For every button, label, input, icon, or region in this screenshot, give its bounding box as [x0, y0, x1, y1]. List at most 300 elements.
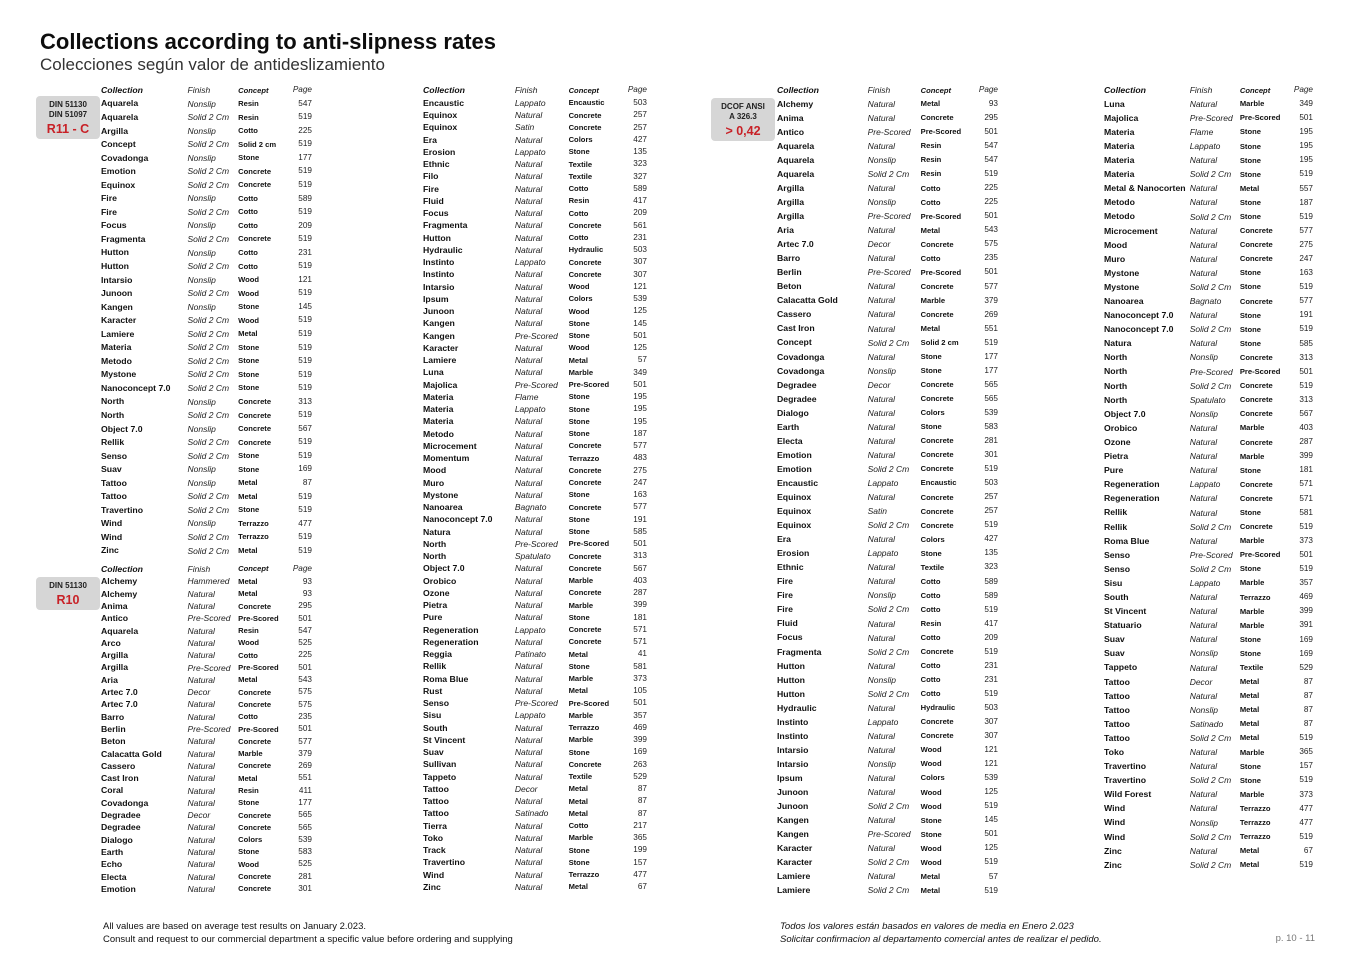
finish-cell: Solid 2 Cm [187, 545, 230, 556]
table-row [101, 531, 312, 545]
page-cell: 581 [633, 661, 647, 671]
table-row [423, 281, 647, 293]
page-cell: 379 [298, 748, 312, 758]
page-cell: 93 [988, 98, 998, 108]
concept-cell: Terrazzo [568, 453, 600, 463]
table-row [423, 501, 647, 513]
table-row [1104, 435, 1313, 449]
table-row [423, 220, 647, 232]
concept-cell: Pre-Scored [238, 663, 279, 673]
finish-cell: Lappato [514, 710, 546, 721]
collection-cell: Covadonga [101, 797, 149, 808]
page-cell: 87 [1303, 704, 1313, 714]
concept-cell: Resin [920, 141, 942, 151]
concept-cell: Resin [920, 155, 942, 165]
page-cell: 169 [298, 464, 312, 474]
collection-cell: Microcement [423, 440, 477, 451]
collection-cell: Berlin [101, 723, 126, 734]
concept-cell: Stone [568, 331, 590, 341]
finish-cell: Natural [867, 773, 896, 784]
table-row [777, 687, 998, 701]
page-cell: 135 [633, 147, 647, 157]
finish-cell: Solid 2 Cm [867, 688, 910, 699]
column-header-page: Page [292, 563, 312, 573]
finish-cell: Natural [187, 674, 215, 685]
finish-cell: Pre-Scored [514, 330, 558, 341]
finish-cell: Natural [187, 760, 215, 771]
table-row [1104, 407, 1313, 421]
finish-cell: Solid 2 Cm [867, 801, 910, 812]
finish-cell: Natural [514, 342, 543, 353]
page-cell: 565 [298, 822, 312, 832]
concept-cell: Terrazzo [568, 723, 600, 733]
collection-cell: Fire [423, 183, 439, 194]
table-row [101, 205, 312, 219]
page-cell: 181 [1299, 465, 1313, 475]
page-cell: 525 [298, 638, 312, 648]
table-row [777, 406, 998, 420]
page-cell: 191 [633, 514, 647, 524]
table-row [101, 871, 312, 883]
finish-cell: Solid 2 Cm [187, 179, 230, 190]
concept-cell: Stone [568, 318, 590, 328]
collection-cell: Fragmenta [423, 220, 468, 231]
concept-cell: Stone [568, 416, 590, 426]
table-row [1104, 210, 1313, 224]
table-header [101, 563, 312, 576]
finish-cell: Solid 2 Cm [187, 450, 230, 461]
table-row [1104, 224, 1313, 238]
concept-cell: Concrete [1239, 493, 1273, 503]
table-row [101, 612, 312, 624]
collection-cell: Ethnic [423, 159, 450, 170]
collection-cell: Regeneration [1104, 479, 1160, 490]
concept-cell: Concrete [238, 884, 272, 894]
table-row [1104, 618, 1313, 632]
table-row [1104, 196, 1313, 210]
collection-cell: Aquarela [777, 168, 815, 179]
table-row [777, 223, 998, 237]
collection-cell: Rust [423, 685, 443, 696]
collection-cell: Argilla [101, 125, 129, 136]
table-row [777, 532, 998, 546]
collection-cell: Karacter [777, 857, 813, 868]
page-cell: 547 [984, 155, 998, 165]
finish-cell: Pre-Scored [514, 538, 558, 549]
page-cell: 93 [302, 588, 312, 598]
finish-cell: Solid 2 Cm [1189, 380, 1232, 391]
rating-value: > 0,42 [725, 124, 761, 138]
concept-cell: Stone [568, 661, 590, 671]
collection-cell: Rellik [101, 437, 125, 448]
finish-cell: Natural [867, 562, 896, 573]
concept-cell: Cotto [238, 712, 258, 722]
collection-cell: Wind [101, 531, 123, 542]
page-cell: 195 [1299, 141, 1313, 151]
page-cell: 235 [298, 711, 312, 721]
collection-cell: North [1104, 352, 1128, 363]
table-header [423, 84, 647, 97]
table-column-3 [777, 84, 998, 898]
finish-cell: Natural [867, 660, 896, 671]
concept-cell: Metal [238, 675, 258, 685]
finish-cell: Natural [187, 748, 215, 759]
page-cell: 287 [1299, 437, 1313, 447]
concept-cell: Pre-Scored [568, 380, 610, 390]
finish-cell: Natural [514, 465, 543, 476]
page-cell: 477 [1299, 803, 1313, 813]
page-cell: 577 [633, 441, 647, 451]
page-cell: 379 [984, 295, 998, 305]
page-cell: 177 [298, 797, 312, 807]
table-row [423, 465, 647, 477]
concept-cell: Cotto [568, 821, 589, 831]
collection-cell: Nanoarea [423, 502, 463, 513]
page-cell: 169 [633, 747, 647, 757]
concept-cell: Concrete [920, 309, 954, 319]
collection-cell: Instinto [423, 269, 455, 280]
collection-cell: Tierra [423, 820, 447, 831]
collection-cell: St Vincent [423, 734, 466, 745]
finish-cell: Lappato [514, 257, 546, 268]
concept-cell: Concrete [920, 647, 954, 657]
finish-cell: Natural [514, 281, 543, 292]
table-row [101, 858, 312, 870]
table-row [101, 699, 312, 711]
collection-cell: Fragmenta [101, 233, 146, 244]
finish-cell: Lappato [514, 624, 546, 635]
page-cell: 427 [984, 534, 998, 544]
concept-cell: Cotto [920, 689, 941, 699]
page-cell: 519 [1299, 211, 1313, 221]
finish-cell: Nonslip [187, 396, 216, 407]
page-cell: 231 [984, 674, 998, 684]
concept-cell: Marble [1239, 423, 1265, 433]
collection-cell: Regeneration [423, 624, 479, 635]
table-row [777, 280, 998, 294]
page-cell: 577 [633, 502, 647, 512]
page-cell: 87 [637, 784, 647, 794]
concept-cell: Stone [1239, 155, 1261, 165]
collection-cell: Equinox [777, 506, 812, 517]
table-row [423, 661, 647, 673]
page-title: Collections according to anti-slipness rates [40, 29, 496, 54]
table-row [423, 697, 647, 709]
finish-cell: Solid 2 Cm [1189, 733, 1232, 744]
collection-cell: Aria [777, 225, 794, 236]
table-row [423, 550, 647, 562]
finish-cell: Bagnato [1189, 296, 1222, 307]
collection-cell: Intarsio [777, 758, 809, 769]
concept-cell: Concrete [238, 234, 272, 244]
table-row [423, 514, 647, 526]
table-row [101, 422, 312, 436]
concept-cell: Metal [920, 885, 941, 895]
page-cell: 501 [298, 724, 312, 734]
finish-cell: Natural [514, 685, 543, 696]
column-header-finish: Finish [514, 85, 538, 96]
collection-cell: Toko [1104, 747, 1125, 757]
finish-cell: Solid 2 Cm [187, 491, 230, 502]
finish-cell: Natural [514, 453, 543, 464]
collection-cell: Concept [101, 139, 136, 150]
footer-note-spanish [780, 921, 1102, 946]
collection-cell: Pure [1104, 465, 1124, 476]
finish-cell: Pre-Scored [867, 829, 911, 840]
table-row [423, 722, 647, 734]
table-row [423, 575, 647, 587]
table-row [1104, 745, 1313, 759]
finish-cell: Solid 2 Cm [187, 355, 230, 366]
collection-cell: Suav [1104, 648, 1125, 659]
finish-cell: Natural [514, 416, 543, 427]
table-row [777, 125, 998, 139]
finish-cell: Solid 2 Cm [867, 646, 910, 657]
collection-cell: Instinto [423, 257, 455, 268]
page-cell: 157 [1299, 761, 1313, 771]
collection-cell: Natura [1104, 338, 1132, 349]
table-row [423, 428, 647, 440]
concept-cell: Marble [1239, 536, 1265, 546]
column-header-collection: Collection [777, 85, 819, 96]
table-row [1104, 844, 1313, 858]
collection-cell: Erosion [423, 146, 456, 157]
collection-cell: Artec 7.0 [777, 239, 814, 250]
page-cell: 519 [298, 356, 312, 366]
collection-cell: Senso [423, 698, 450, 709]
finish-cell: Natural [514, 159, 543, 170]
finish-cell: Nonslip [187, 98, 216, 109]
page-cell: 571 [633, 624, 647, 634]
concept-cell: Terrazzo [238, 518, 269, 528]
finish-cell: Solid 2 Cm [187, 139, 230, 150]
table-header [777, 84, 998, 97]
concept-cell: Wood [568, 306, 590, 316]
page-cell: 247 [1299, 253, 1313, 263]
page-cell: 519 [298, 383, 312, 393]
concept-cell: Concrete [568, 588, 602, 598]
table-row [777, 603, 998, 617]
page-cell: 543 [298, 675, 312, 685]
collection-cell: South [423, 722, 448, 733]
concept-cell: Concrete [920, 731, 954, 741]
collection-cell: Concept [777, 337, 812, 348]
collection-cell: Orobico [423, 575, 457, 586]
page-cell: 169 [1299, 648, 1313, 658]
collection-cell: Argilla [777, 197, 805, 207]
page-subtitle: Colecciones según valor de antideslizamiento [40, 55, 385, 74]
page-cell: 87 [1303, 676, 1313, 686]
table-row [777, 336, 998, 350]
page-cell: 577 [1299, 296, 1313, 306]
finish-cell: Lappato [1189, 577, 1221, 588]
collection-cell: Argilla [101, 650, 129, 661]
page-cell: 349 [633, 367, 647, 377]
concept-cell: Metal [568, 808, 588, 818]
table-row [777, 252, 998, 266]
page-cell: 551 [984, 323, 998, 333]
concept-cell: Metal [1239, 733, 1260, 743]
page-cell: 357 [1299, 578, 1313, 588]
collection-cell: Microcement [1104, 225, 1158, 236]
finish-cell: Decor [1189, 676, 1213, 687]
page-cell: 177 [298, 152, 312, 162]
table-row [777, 827, 998, 841]
collection-cell: Wind [1104, 803, 1126, 814]
table-row [1104, 463, 1313, 477]
page-cell: 519 [298, 532, 312, 542]
page-cell: 561 [633, 220, 647, 230]
footer-line: Consult and request to our commercial department a specific value before ordering and supplying [103, 933, 513, 945]
collection-cell: Fire [101, 206, 117, 217]
table-row [777, 153, 998, 167]
finish-cell: Natural [1189, 267, 1218, 278]
table-row [777, 561, 998, 575]
column-header-finish: Finish [187, 85, 211, 96]
page-cell: 281 [298, 871, 312, 881]
table-row [777, 462, 998, 476]
standard-label: DCOF ANSI [721, 102, 765, 111]
concept-cell: Concrete [568, 563, 602, 573]
page-cell: 209 [984, 632, 998, 642]
finish-cell: Natural [867, 351, 896, 362]
collection-cell: Zinc [423, 881, 441, 892]
table-row [101, 151, 312, 165]
collection-cell: Mood [423, 465, 447, 476]
finish-cell: Natural [187, 711, 215, 722]
table-row [423, 330, 647, 342]
collection-cell: Covadonga [101, 152, 149, 163]
page-cell: 571 [1299, 493, 1313, 503]
table-row [101, 674, 312, 686]
table-header [101, 84, 312, 97]
collection-cell: Intarsio [777, 744, 809, 755]
page-cell: 57 [988, 871, 998, 881]
concept-cell: Cotto [920, 604, 941, 614]
page-cell: 87 [302, 477, 312, 487]
collection-cell: Muro [1104, 253, 1126, 264]
page-cell: 519 [298, 315, 312, 325]
collection-cell: Lamiere [101, 328, 135, 339]
concept-cell: Resin [568, 196, 590, 206]
collection-cell: Nanoconcept 7.0 [423, 514, 493, 525]
table-row [1104, 774, 1313, 788]
column-header-concept: Concept [238, 85, 269, 95]
page-cell: 583 [298, 847, 312, 857]
finish-cell: Natural [1189, 845, 1218, 856]
page-cell: 567 [298, 423, 312, 433]
page-cell: 501 [1299, 113, 1313, 123]
table-row [101, 287, 312, 301]
finish-cell: Decor [187, 810, 211, 821]
collection-cell: Electa [101, 871, 127, 882]
collection-cell: Wind [101, 518, 123, 529]
finish-cell: Solid 2 Cm [867, 463, 910, 474]
finish-cell: Natural [1189, 338, 1218, 349]
finish-cell: Nonslip [187, 247, 216, 258]
collection-cell: Equinox [101, 179, 136, 190]
finish-cell: Solid 2 Cm [1189, 211, 1232, 222]
page-cell: 519 [984, 464, 998, 474]
page-cell: 501 [633, 379, 647, 389]
finish-cell: Lappato [514, 146, 546, 157]
finish-cell: Natural [867, 534, 896, 545]
finish-cell: Natural [867, 421, 896, 432]
concept-cell: Metal [1239, 846, 1260, 856]
finish-cell: Solid 2 Cm [867, 337, 910, 348]
concept-cell: Metal [568, 796, 588, 806]
collection-cell: Roma Blue [423, 673, 469, 684]
concept-cell: Cotto [920, 253, 941, 263]
collection-cell: Karacter [101, 315, 137, 326]
concept-cell: Concrete [920, 380, 954, 390]
collection-cell: Metodo [1104, 197, 1135, 208]
finish-cell: Natural [867, 787, 896, 798]
collection-cell: Mystone [1104, 281, 1140, 292]
concept-cell: Pre-Scored [1239, 367, 1281, 377]
finish-cell: Solid 2 Cm [187, 315, 230, 326]
page-cell: 501 [1299, 366, 1313, 376]
page-cell: 501 [984, 829, 998, 839]
page-cell: 519 [298, 437, 312, 447]
table-row [101, 381, 312, 395]
finish-cell: Solid 2 Cm [1189, 775, 1232, 786]
concept-cell: Metal [568, 882, 588, 892]
table-row [101, 395, 312, 409]
collection-cell: Fire [777, 590, 793, 601]
concept-cell: Stone [238, 383, 260, 393]
page-cell: 501 [984, 211, 998, 221]
collection-cell: Intarsio [423, 281, 455, 292]
page-cell: 503 [984, 702, 998, 712]
concept-cell: Terrazzo [238, 532, 269, 542]
table-row [1104, 759, 1313, 773]
finish-cell: Natural [867, 618, 896, 629]
page-cell: 295 [984, 112, 998, 122]
finish-cell: Spatulato [1189, 394, 1226, 405]
finish-cell: Natural [187, 601, 215, 612]
standard-label: DIN 51130 [49, 100, 87, 109]
collection-cell: Beton [777, 281, 802, 292]
page-cell: 87 [637, 808, 647, 818]
page-cell: 539 [984, 773, 998, 783]
table-row [777, 97, 998, 111]
concept-cell: Stone [1239, 775, 1261, 785]
concept-cell: Concrete [920, 239, 954, 249]
table-row [423, 452, 647, 464]
collection-cell: Hydraulic [777, 702, 817, 713]
page-cell: 571 [1299, 479, 1313, 489]
page-cell: 519 [298, 207, 312, 217]
page-cell: 195 [633, 404, 647, 414]
table-row [101, 449, 312, 463]
concept-cell: Stone [920, 548, 942, 558]
collection-cell: Junoon [423, 306, 455, 317]
collection-cell: Sisu [1104, 577, 1123, 588]
finish-cell: Solid 2 Cm [187, 328, 230, 339]
table-row [101, 834, 312, 846]
finish-cell: Satin [867, 506, 887, 517]
concept-cell: Cotto [920, 576, 941, 586]
concept-cell: Metal [920, 99, 941, 109]
table-row [777, 701, 998, 715]
finish-cell: Natural [514, 869, 543, 880]
page-cell: 519 [298, 234, 312, 244]
table-row [101, 314, 312, 328]
finish-cell: Natural [514, 857, 543, 868]
concept-cell: Marble [568, 735, 594, 745]
table-row [423, 158, 647, 170]
